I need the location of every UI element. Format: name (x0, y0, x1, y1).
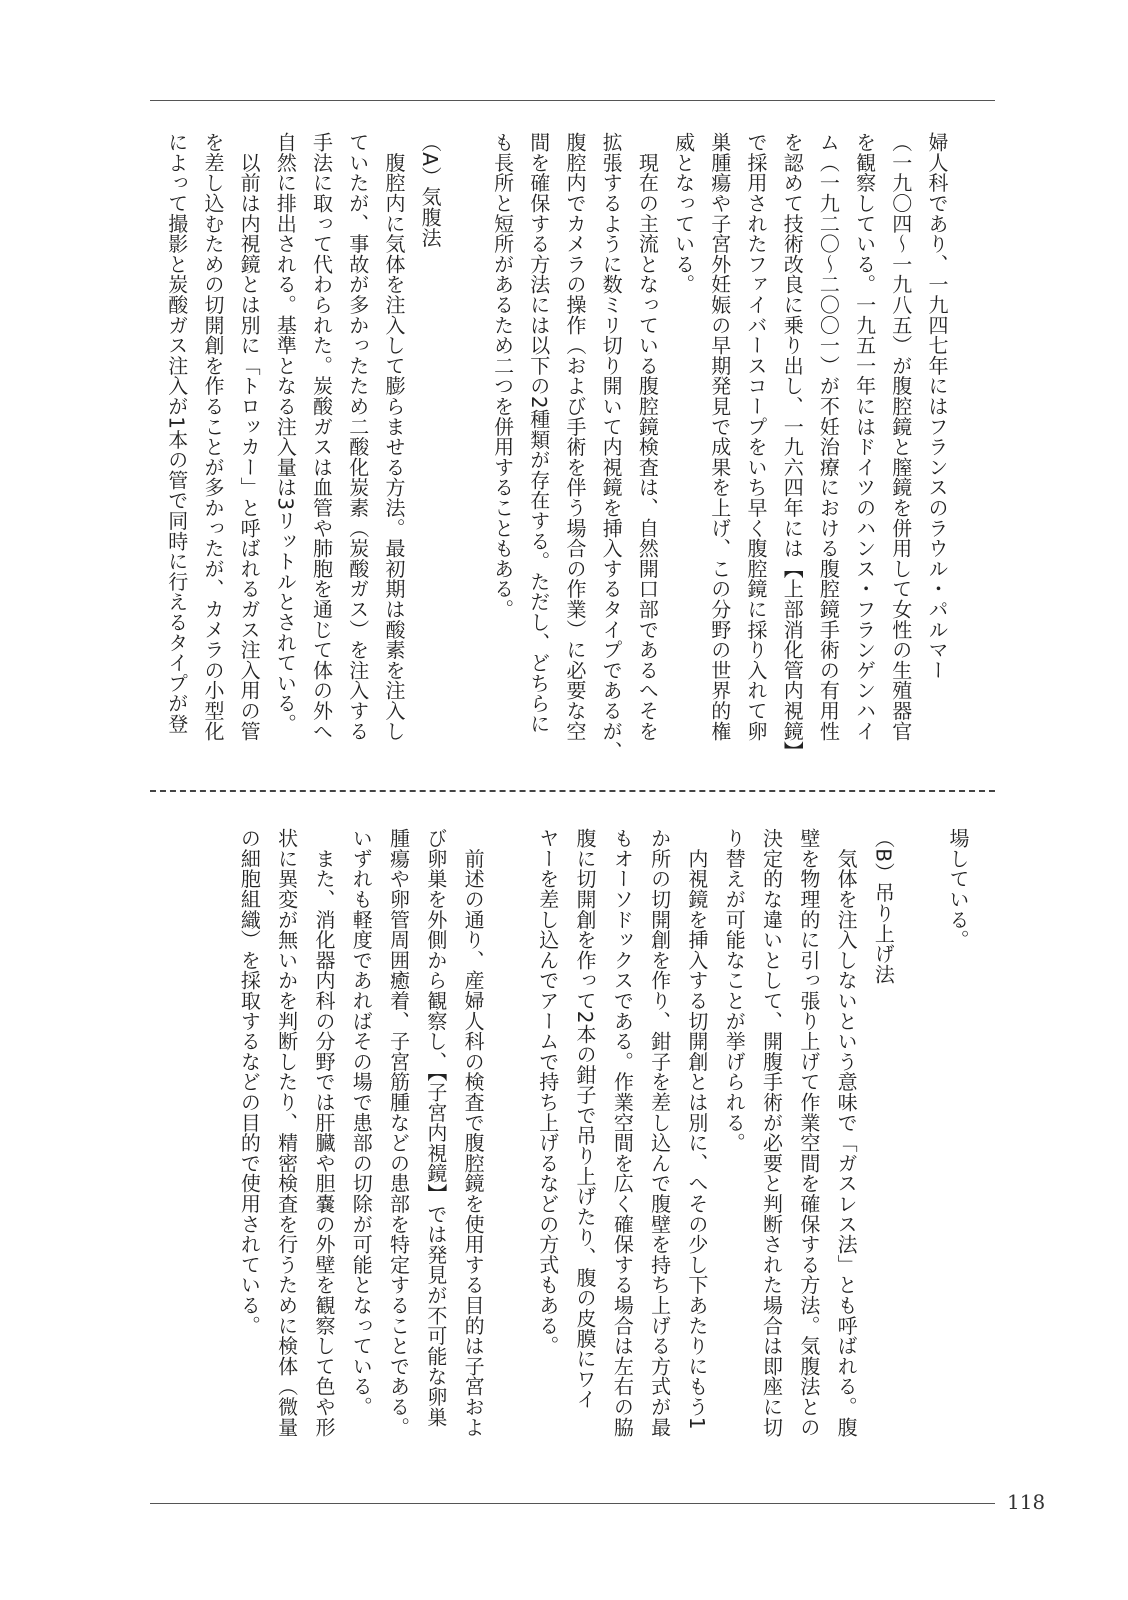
text-column: 場している。 (946, 828, 970, 950)
text-column (448, 132, 484, 752)
text-column: も長所と短所があるため二つを併用することもある。 (490, 132, 515, 620)
text-column: 手法に取って代わられた。炭酸ガスは血管や肺胞を通じて体の外へ (309, 132, 334, 741)
text-column: もオーソドックスである。作業空間を広く確保する場合は左右の脇 (610, 828, 635, 1437)
text-column: （B）吊り上げ法 (871, 828, 896, 985)
text-column: 威となっている。 (671, 132, 696, 295)
text-column: 現在の主流となっている腹腔鏡検査は、自然開口部であるへそを (635, 132, 660, 741)
text-column: 巣腫瘍や子宮外妊娠の早期発見で成果を上げ、この分野の世界的権 (707, 132, 732, 741)
text-column: か所の切開創を作り、鉗子を差し込んで腹壁を持ち上げる方式が最 (647, 828, 672, 1437)
text-column: 婦人科であり、一九四七年にはフランスのラウル・パルマー (925, 132, 949, 681)
text-column: び卵巣を外側から観察し、【子宮内視鏡】では発見が不可能な卵巣 (423, 828, 448, 1427)
text-column: 内視鏡を挿入する切開創とは別に、へその少し下あたりにもう1 (684, 828, 709, 1430)
text-column: 前述の通り、産婦人科の検査で腹腔鏡を使用する目的は子宮およ (461, 828, 486, 1437)
text-column: り替えが可能なことが挙げられる。 (722, 828, 747, 1153)
text-column: 腹腔内でカメラの操作（および手術を伴う場合の作業）に必要な空 (562, 132, 587, 741)
text-column: 決定的な違いとして、開腹手術が必要と判断された場合は即座に切 (759, 828, 784, 1437)
text-column: ていたが、事故が多かったため二酸化炭素（炭酸ガス）を注入する (345, 132, 370, 741)
bottom-rule (150, 1503, 995, 1504)
text-column: また、消化器内科の分野では肝臓や胆嚢の外壁を観察して色や形 (311, 828, 336, 1437)
text-column: （A）気腹法 (418, 132, 443, 248)
page-number: 118 (1007, 1490, 1046, 1514)
dashed-section-divider (150, 790, 995, 792)
text-column: 腹に切開創を作って2本の鉗子で吊り上げたり、腹の皮膜にワイ (573, 828, 598, 1410)
text-column: いずれも軽度であればその場で患部の切除が可能となっている。 (349, 828, 374, 1417)
text-column: 腫瘍や卵管周囲癒着、子宮筋腫などの患部を特定することである。 (386, 828, 411, 1437)
text-column: 拡張するように数ミリ切り開いて内視鏡を挿入するタイプであるが、 (599, 132, 624, 762)
text-column: 以前は内視鏡とは別に「トロッカー」と呼ばれるガス注入用の管 (237, 132, 262, 741)
text-column: を観察している。一九五一年にはドイツのハンス・フランゲンハイ (852, 132, 877, 741)
text-column: 自然に排出される。基準となる注入量は3リットルとされている。 (273, 132, 298, 734)
lower-text-block (230, 828, 976, 1448)
text-column: を差し込むための切開創を作ることが多かったが、カメラの小型化 (200, 132, 225, 741)
top-rule (150, 100, 995, 101)
text-column: ム（一九二〇～二〇〇一）が不妊治療における腹腔鏡手術の有用性 (816, 132, 841, 741)
text-column: 状に異変が無いかを判断したり、精密検査を行うために検体（微量 (274, 828, 299, 1437)
text-column: 間を確保する方法には以下の2種類が存在する。ただし、どちらに (526, 132, 551, 734)
text-column (491, 828, 528, 1448)
text-column: の細胞組織）を採取するなどの目的で使用されている。 (237, 828, 262, 1336)
text-column: 腹腔内に気体を注入して膨らませる方法。最初期は酸素を注入し (381, 132, 406, 741)
text-column (901, 828, 938, 1448)
upper-text-block (159, 132, 955, 762)
text-column: で採用されたファイバースコープをいち早く腹腔鏡に採り入れて卵 (743, 132, 768, 741)
text-column: によって撮影と炭酸ガス注入が1本の管で同時に行えるタイプが登 (164, 132, 189, 734)
text-column: 壁を物理的に引っ張り上げて作業空間を確保する方法。気腹法との (796, 828, 821, 1437)
text-column: を認めて技術改良に乗り出し、一九六四年には【上部消化管内視鏡】 (780, 132, 805, 762)
text-column: 気体を注入しないという意味で「ガスレス法」とも呼ばれる。腹 (834, 828, 859, 1437)
text-column: （一九〇四～一九八五）が腹腔鏡と膣鏡を併用して女性の生殖器官 (888, 132, 913, 741)
text-column: ヤーを差し込んでアームで持ち上げるなどの方式もある。 (535, 828, 560, 1356)
